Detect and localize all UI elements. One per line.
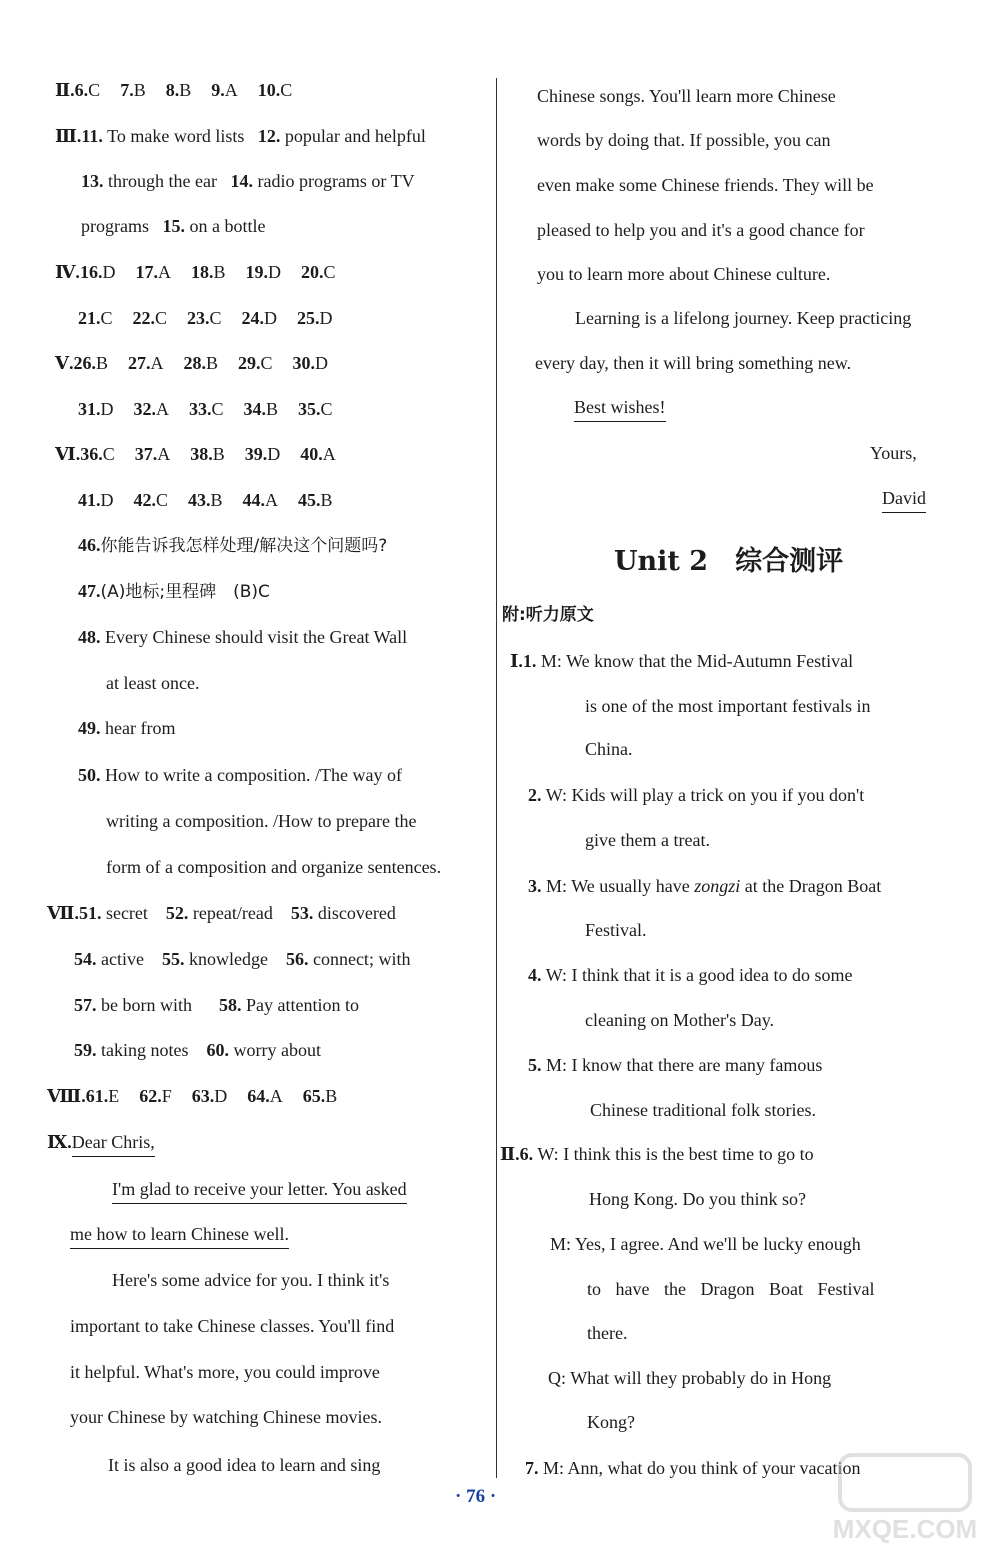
letter-line (537, 263, 830, 285)
answer: radio programs or TV (257, 171, 415, 191)
answer: B (210, 490, 223, 510)
q-number: 15. (162, 216, 185, 236)
q-number: 1. (522, 651, 537, 671)
transcript-text: cleaning on Mother's Day. (585, 1010, 775, 1030)
transcript-line (585, 695, 870, 717)
q-number: 44. (242, 490, 266, 510)
q-number: 42. (133, 490, 156, 510)
transcript-text: at the Dragon Boat (740, 876, 882, 896)
answer: C (100, 308, 113, 328)
q-number: 52. (165, 903, 189, 923)
q-number: 58. (218, 995, 242, 1015)
q-number: 16. (79, 262, 103, 282)
q-number: 41. (78, 490, 101, 510)
transcript-text: I think this is the best time to go to (563, 1144, 814, 1164)
answer: Pay attention to (245, 995, 359, 1015)
section-number: Ⅶ. (47, 903, 79, 923)
answer: active (101, 949, 144, 969)
answer: B (133, 80, 146, 100)
q-number: 11. (81, 126, 103, 146)
answer-line-sec4-2 (78, 307, 333, 329)
answer: programs (81, 216, 149, 236)
letter-text: I'm glad to receive your letter. You asked (112, 1179, 407, 1204)
transcript-line-q4 (528, 964, 852, 986)
answer: B (320, 490, 333, 510)
answer: F (161, 1086, 172, 1106)
answer: C (280, 80, 293, 100)
answer-line-sec3-3 (81, 215, 265, 237)
q-number: 20. (300, 262, 324, 282)
answer-line-sec4-1 (55, 261, 335, 283)
q-number: 37. (134, 444, 158, 464)
letter-line (70, 1406, 382, 1428)
q-number: 7. (525, 1458, 539, 1478)
letter-line (112, 1178, 407, 1200)
transcript-text: Festival. (585, 920, 647, 940)
letter-line (537, 129, 830, 151)
q-number: 38. (190, 444, 213, 464)
answer: connect; with (312, 949, 411, 969)
answer: popular and helpful (284, 126, 426, 146)
answer-line-sec5-1 (55, 352, 328, 374)
letter-line (535, 352, 851, 374)
letter-text: Chinese songs. You'll learn more Chinese (537, 86, 836, 106)
answer-line-sec2 (55, 79, 292, 101)
answer-line-q50-cont2 (106, 856, 441, 878)
q-number: 63. (191, 1086, 215, 1106)
speaker: M: (543, 1458, 565, 1478)
answer: D (319, 308, 333, 328)
page-number-value: 76 (466, 1486, 486, 1507)
answer: discovered (317, 903, 396, 923)
transcript-line (550, 1233, 861, 1255)
unit-title: Unit 2 综合测评 (614, 546, 844, 577)
watermark-logo (820, 1450, 995, 1545)
answer: knowledge (188, 949, 268, 969)
transcript-text: Hong Kong. Do you think so? (589, 1189, 806, 1209)
section-number: Ⅱ. (500, 1144, 520, 1164)
q-number: 8. (165, 80, 180, 100)
answer: secret (105, 903, 148, 923)
transcript-text: I know that there are many famous (571, 1055, 823, 1075)
transcript-line (585, 1009, 774, 1031)
transcript-text: is one of the most important festivals in (585, 696, 871, 716)
answer: through the ear (108, 171, 217, 191)
section-number: Ⅵ. (55, 444, 81, 464)
transcript-line-q2 (528, 784, 864, 806)
q-number: 17. (135, 262, 158, 282)
q-number: 7. (120, 80, 134, 100)
transcript-text: Kids will play a trick on you if you don't (571, 785, 865, 805)
q-number: 21. (78, 308, 101, 328)
answer: C (323, 262, 336, 282)
transcript-text: China. (585, 739, 633, 759)
answer: (A)地标;里程碑 (B)C (100, 582, 270, 602)
appendix-heading: 附:听力原文 (502, 605, 594, 625)
letter-text: Learning is a lifelong journey. Keep practicing (575, 308, 912, 328)
q-number: 49. (78, 718, 101, 738)
salutation: Dear Chris, (72, 1132, 155, 1157)
q-number: 5. (528, 1055, 542, 1075)
answer-line-sec8 (47, 1085, 337, 1107)
speaker: M: (540, 651, 562, 671)
answer-line-q50-cont1 (106, 810, 416, 832)
q-number: 57. (74, 995, 97, 1015)
q-number: 6. (74, 80, 89, 100)
q-number: 31. (78, 399, 101, 419)
closing: Best wishes! (574, 397, 666, 422)
transcript-text: We usually have (571, 876, 695, 896)
transcript-text: I think that it is a good idea to do some (571, 965, 853, 985)
answer: E (108, 1086, 120, 1106)
answer: To make word lists (107, 126, 245, 146)
q-number: 55. (161, 949, 185, 969)
transcript-text: to have the Dragon Boat Festival (587, 1279, 875, 1299)
answer-line-q47 (78, 580, 270, 603)
answer-line-sec7-3 (74, 994, 359, 1016)
q-number: 43. (188, 490, 211, 510)
q-number: 4. (528, 965, 542, 985)
transcript-line (590, 1099, 816, 1121)
answer: worry about (233, 1040, 321, 1060)
answer: A (156, 399, 169, 419)
letter-text: it helpful. What's more, you could improve (70, 1362, 380, 1382)
answer: C (209, 308, 222, 328)
q-number: 3. (528, 876, 542, 896)
answer: D (267, 444, 281, 464)
letter-line (112, 1269, 389, 1291)
q-number: 12. (257, 126, 281, 146)
answer: C (260, 353, 273, 373)
q-number: 45. (298, 490, 321, 510)
answer: B (179, 80, 192, 100)
letter-text: me how to learn Chinese well. (70, 1224, 289, 1249)
answer-line-sec7-2 (74, 948, 410, 970)
answer-line-sec6-1 (55, 443, 336, 465)
answer-line-sec5-2 (78, 398, 333, 420)
q-number: 24. (241, 308, 265, 328)
answer: B (325, 1086, 338, 1106)
answer: D (100, 490, 114, 510)
q-number: 36. (80, 444, 103, 464)
answer: C (102, 444, 115, 464)
section-number: Ⅳ. (55, 262, 80, 282)
answer: 你能告诉我怎样处理/解决这个问题吗? (100, 536, 388, 556)
q-number: 9. (211, 80, 225, 100)
transcript-text: give them a treat. (585, 830, 710, 850)
q-number: 26. (73, 353, 96, 373)
transcript-text: Kong? (587, 1412, 635, 1432)
answer-line-sec3-2 (81, 170, 415, 192)
answer: A (150, 353, 164, 373)
q-number: 18. (190, 262, 214, 282)
q-number: 62. (139, 1086, 162, 1106)
q-number: 32. (133, 399, 156, 419)
speaker: W: (537, 1144, 559, 1164)
transcript-line (548, 1367, 831, 1389)
q-number: 22. (132, 308, 156, 328)
q-number: 2. (528, 785, 542, 805)
answer: on a bottle (189, 216, 266, 236)
answer: C (155, 308, 168, 328)
q-number: 53. (290, 903, 314, 923)
q-number: 6. (519, 1144, 534, 1164)
letter-line (537, 219, 865, 241)
answer: D (214, 1086, 228, 1106)
letter-line (537, 85, 836, 107)
answer: taking notes (101, 1040, 189, 1060)
answer-line-q48-cont (106, 672, 199, 694)
transcript-line-q1 (510, 650, 853, 672)
answer: writing a composition. /How to prepare the (106, 811, 417, 831)
closing-yours: Yours, (870, 443, 917, 463)
answer-line-sec3-1 (55, 125, 426, 147)
q-number: 54. (74, 949, 97, 969)
answer-line-sec7-4 (74, 1039, 321, 1061)
answer-line-q49 (78, 717, 175, 739)
transcript-line (587, 1278, 874, 1300)
speaker: M: (546, 1055, 568, 1075)
answer: hear from (105, 718, 176, 738)
q-number: 23. (187, 308, 210, 328)
column-divider (496, 78, 497, 1478)
section-number: Ⅰ. (510, 651, 523, 671)
transcript-line (587, 1322, 627, 1344)
answer: A (224, 80, 238, 100)
answer: D (102, 262, 116, 282)
speaker: M: (546, 876, 568, 896)
letter-text: every day, then it will bring something new. (535, 353, 852, 373)
letter-text: even make some Chinese friends. They will be (537, 175, 874, 195)
letter-line (70, 1223, 289, 1245)
q-number: 46. (78, 535, 101, 555)
answer: A (265, 490, 279, 510)
letter-line (70, 1361, 380, 1383)
answer: A (322, 444, 336, 464)
answer: A (157, 444, 171, 464)
letter-text: important to take Chinese classes. You'll find (70, 1316, 395, 1336)
q-number: 65. (302, 1086, 326, 1106)
answer-line-q50 (78, 764, 402, 786)
letter-salutation (47, 1131, 155, 1153)
transcript-text: Yes, I agree. And we'll be lucky enough (574, 1234, 861, 1254)
answer-line-sec7-1 (47, 902, 396, 924)
q-number: 25. (297, 308, 320, 328)
transcript-text: Ann, what do you think of your vacation (567, 1458, 861, 1478)
q-number: 61. (85, 1086, 109, 1106)
speaker: W: (545, 965, 568, 985)
letter-text: It is also a good idea to learn and sing (108, 1455, 381, 1475)
letter-text: Here's some advice for you. I think it's (112, 1270, 390, 1290)
speaker: W: (545, 785, 568, 805)
answer: How to write a composition. /The way of (105, 765, 402, 785)
answer: C (88, 80, 101, 100)
transcript-text: there. (587, 1323, 628, 1343)
section-number: Ⅷ. (47, 1086, 86, 1106)
letter-text: you to learn more about Chinese culture. (537, 264, 831, 284)
answer: B (95, 353, 108, 373)
q-number: 13. (81, 171, 104, 191)
answer: at least once. (106, 673, 200, 693)
section-number: Ⅱ. (55, 80, 75, 100)
answer: be born with (101, 995, 192, 1015)
transcript-line (585, 738, 633, 760)
transcript-line-q6 (500, 1143, 814, 1165)
answer-line-q48 (78, 626, 407, 648)
transcript-italic: zongzi (694, 876, 741, 896)
transcript-text: What will they probably do in Hong (570, 1368, 832, 1388)
q-number: 48. (78, 627, 101, 647)
answer: form of a composition and organize sentences. (106, 857, 442, 877)
q-number: 19. (245, 262, 268, 282)
q-number: 33. (189, 399, 212, 419)
q-number: 27. (127, 353, 151, 373)
answer-line-q46 (78, 534, 387, 557)
q-number: 50. (78, 765, 101, 785)
letter-text: words by doing that. If possible, you can (537, 130, 831, 150)
answer: D (264, 308, 278, 328)
q-number: 14. (230, 171, 253, 191)
letter-line (575, 307, 911, 329)
q-number: 51. (78, 903, 102, 923)
page-number: · 76 · (455, 1486, 497, 1507)
letter-closing (574, 396, 666, 418)
q-number: 40. (300, 444, 323, 464)
answer: B (266, 399, 279, 419)
transcript-text: Chinese traditional folk stories. (590, 1100, 816, 1120)
q-number: 30. (292, 353, 316, 373)
answer: C (156, 490, 169, 510)
letter-line (70, 1315, 394, 1337)
transcript-line (587, 1411, 635, 1433)
transcript-line-q5 (528, 1054, 822, 1076)
transcript-line (585, 829, 710, 851)
answer: Every Chinese should visit the Great Wall (105, 627, 408, 647)
letter-text: pleased to help you and it's a good chance for (537, 220, 865, 240)
transcript-line (589, 1188, 806, 1210)
q-number: 56. (285, 949, 309, 969)
answer: B (205, 353, 218, 373)
answer: B (213, 262, 226, 282)
letter-signature (882, 487, 926, 509)
q-number: 60. (206, 1040, 229, 1060)
q-number: 59. (74, 1040, 97, 1060)
answer: D (267, 262, 281, 282)
q-number: 34. (243, 399, 267, 419)
q-number: 64. (247, 1086, 270, 1106)
q-number: 10. (257, 80, 281, 100)
answer: A (157, 262, 171, 282)
transcript-line-q7 (525, 1457, 860, 1479)
q-number: 39. (244, 444, 268, 464)
speaker: M: (550, 1234, 572, 1254)
letter-line (537, 174, 874, 196)
transcript-text: We know that the Mid-Autumn Festival (566, 651, 854, 671)
q-number: 35. (298, 399, 321, 419)
answer: D (315, 353, 329, 373)
q-number: 29. (238, 353, 261, 373)
letter-text: your Chinese by watching Chinese movies. (70, 1407, 382, 1427)
watermark-text: MXQE.COM (832, 1514, 978, 1544)
transcript-line (585, 919, 647, 941)
section-number: Ⅴ. (55, 353, 74, 373)
answer: D (100, 399, 114, 419)
answer: repeat/read (192, 903, 273, 923)
answer: A (269, 1086, 283, 1106)
q-number: 47. (78, 581, 101, 601)
speaker: Q: (548, 1368, 566, 1388)
transcript-line-q3 (528, 875, 881, 897)
section-number: Ⅸ. (47, 1132, 72, 1152)
answer-line-sec6-2 (78, 489, 333, 511)
letter-yours (870, 442, 917, 464)
letter-line (108, 1454, 380, 1476)
q-number: 28. (183, 353, 206, 373)
answer: C (320, 399, 333, 419)
answer: B (212, 444, 225, 464)
section-number: Ⅲ. (55, 126, 82, 146)
answer: C (211, 399, 224, 419)
signature: David (882, 488, 926, 513)
